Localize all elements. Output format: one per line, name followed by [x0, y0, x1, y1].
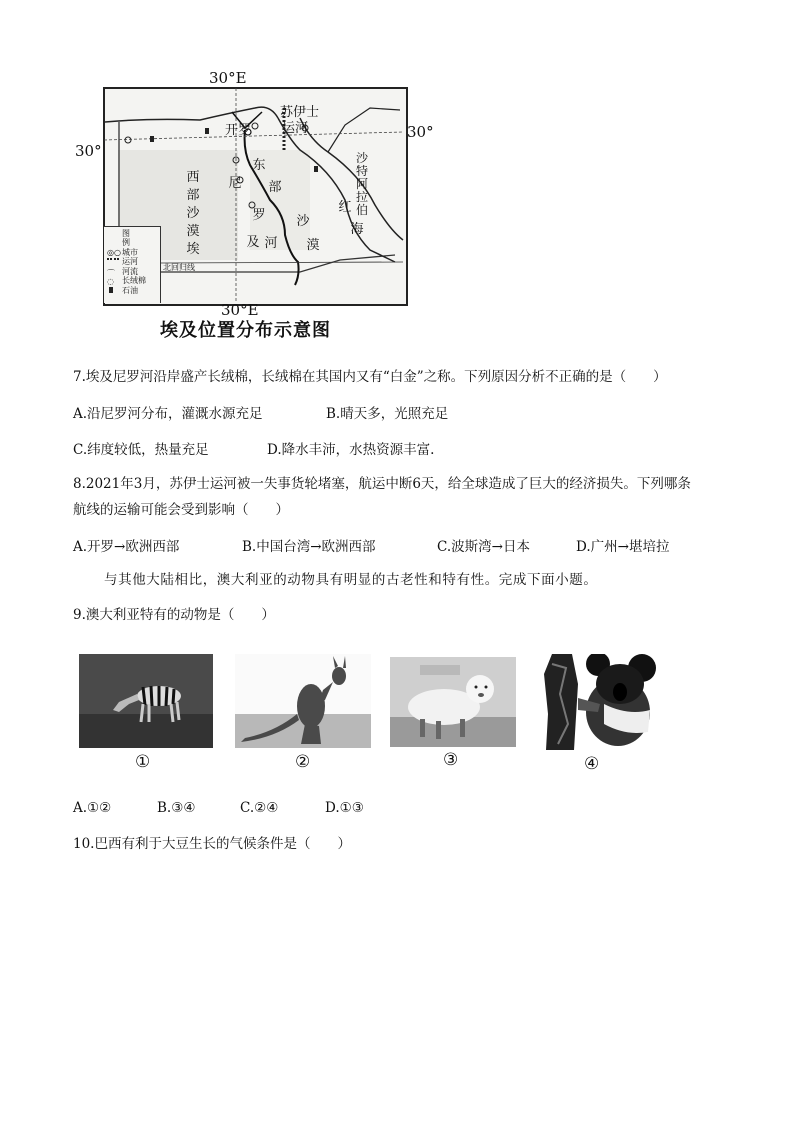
west-desert-char-4: 漠	[186, 224, 200, 239]
zebra-photo	[79, 654, 213, 748]
tropic-of-cancer-line	[160, 262, 403, 263]
sinai-coast	[328, 108, 400, 152]
tropic-of-cancer-label: 北回归线	[163, 263, 195, 272]
nile-char-1: 尼	[228, 176, 242, 191]
west-desert-char-1: 西	[186, 170, 200, 185]
q9-option-b[interactable]: B.③④	[157, 800, 196, 816]
suez-label-1: 苏伊士	[280, 105, 320, 120]
q7-option-c[interactable]: C.纬度较低，热量充足	[73, 442, 209, 458]
q9-option-d[interactable]: D.①③	[325, 800, 364, 816]
saudi-arabia-label: 沙特阿拉伯	[355, 151, 368, 217]
q9-stem: 9.澳大利亚特有的动物是（ ）	[73, 607, 275, 623]
parallel-right-label: 30°	[407, 123, 434, 141]
east-desert-char-1: 东	[252, 158, 266, 173]
egypt-char-2: 及	[246, 235, 260, 250]
q8-option-c[interactable]: C.波斯湾→日本	[437, 539, 530, 555]
legend-item-canal: 运河	[122, 257, 138, 266]
west-desert-char-3: 沙	[186, 206, 200, 221]
nile-char-3: 河	[264, 236, 278, 251]
q8-stem-line1: 8.2021年3月，苏伊士运河被一失事货轮堵塞，航运中断6天，给全球造成了巨大的经济损失。下列哪条	[73, 476, 691, 492]
egypt-char-1: 埃	[186, 242, 200, 257]
q8-option-d[interactable]: D.广州→堪培拉	[576, 539, 670, 555]
q8-stem-line2: 航线的运输可能会受到影响（ ）	[73, 502, 289, 518]
river-legend-icon: ⌒	[107, 269, 115, 278]
east-desert-char-3: 沙	[296, 214, 310, 229]
sheep-photo	[390, 657, 516, 747]
photo-label-4: ④	[584, 754, 600, 774]
red-sea-char-2: 海	[350, 222, 364, 237]
legend-item-river: 河流	[122, 267, 138, 276]
cairo-label: 开罗	[225, 123, 252, 138]
q7-stem: 7.埃及尼罗河沿岸盛产长绒棉，长绒棉在其国内又有“白金”之称。下列原因分析不正确的是（ ）	[73, 369, 667, 385]
q9-option-a[interactable]: A.①②	[73, 800, 112, 816]
australia-intro: 与其他大陆相比，澳大利亚的动物具有明显的古老性和特有性。完成下面小题。	[104, 572, 598, 588]
map-caption: 埃及位置分布示意图	[160, 320, 331, 341]
legend-item-city: 城市	[122, 248, 138, 257]
q7-option-b[interactable]: B.晴天多，光照充足	[326, 406, 449, 422]
west-desert-char-2: 部	[186, 188, 200, 203]
photo-label-2: ②	[295, 752, 311, 772]
q7-option-d[interactable]: D.降水丰沛，水热资源丰富.	[267, 442, 435, 458]
koala-figure	[544, 654, 656, 750]
map-legend	[104, 226, 161, 303]
red-sea-char-1: 红	[338, 200, 352, 215]
east-desert-char-2: 部	[268, 180, 282, 195]
legend-item-cotton: 长绒棉	[122, 276, 146, 285]
east-desert-char-4: 漠	[306, 238, 320, 253]
q10-stem: 10.巴西有利于大豆生长的气候条件是（ ）	[73, 836, 351, 852]
meridian-bottom-label: 30°E	[221, 301, 259, 319]
parallel-30n	[104, 132, 403, 140]
kangaroo-photo	[235, 654, 371, 748]
parallel-left-label: 30°	[75, 142, 102, 160]
legend-title-2: 例	[122, 238, 130, 247]
q9-option-c[interactable]: C.②④	[240, 800, 279, 816]
oil-legend-icon	[109, 287, 113, 293]
cotton-legend-icon: ◌	[107, 277, 114, 286]
photo-label-3: ③	[443, 750, 459, 770]
q7-option-a[interactable]: A.沿尼罗河分布，灌溉水源充足	[73, 406, 263, 422]
meridian-top-label: 30°E	[209, 69, 247, 87]
city-legend-icon: ◎○	[107, 248, 121, 257]
suez-label-2: 运河	[282, 121, 309, 136]
nile-char-2: 罗	[252, 208, 266, 223]
q8-option-a[interactable]: A.开罗→欧洲西部	[73, 539, 180, 555]
photo-label-1: ①	[135, 752, 151, 772]
legend-title-1: 图	[122, 229, 130, 238]
koala-photo	[538, 654, 664, 750]
mediterranean-coast	[105, 107, 278, 122]
canal-legend-icon	[107, 258, 119, 260]
legend-item-oil: 石油	[122, 286, 138, 295]
q8-option-b[interactable]: B.中国台湾→欧洲西部	[242, 539, 376, 555]
